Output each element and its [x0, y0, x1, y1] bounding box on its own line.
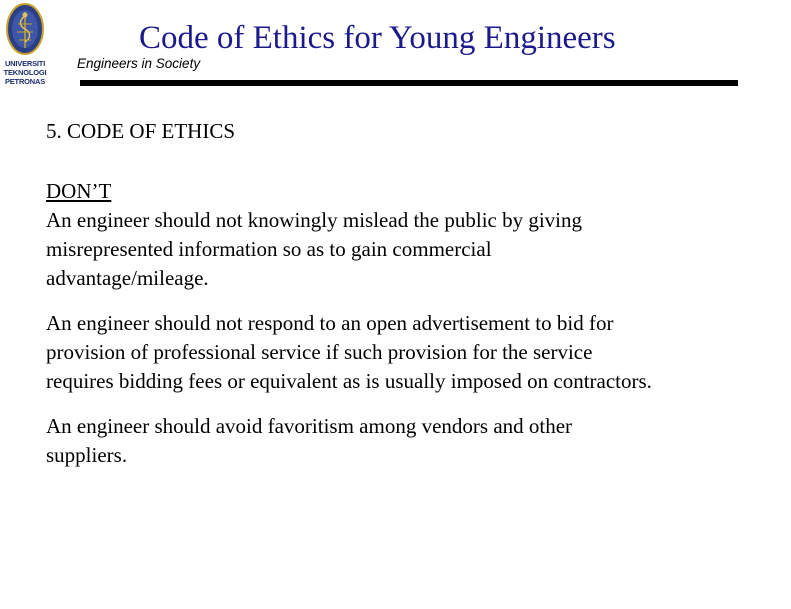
paragraph-gap	[46, 396, 786, 412]
utp-emblem-icon	[5, 2, 45, 56]
paragraph-2	[46, 309, 786, 396]
paragraph-line: An engineer should avoid favoritism among vendors and other	[46, 414, 573, 438]
dont-label: DON’T	[46, 179, 112, 203]
university-logo	[2, 2, 48, 90]
paragraph-line: An engineer should not knowingly mislead the public by giving	[46, 208, 583, 232]
header-divider	[80, 80, 738, 86]
logo-line: TEKNOLOGI	[3, 68, 47, 77]
paragraph-line: suppliers.	[46, 443, 128, 467]
paragraph-line: requires bidding fees or equivalent as is usually imposed on contractors.	[46, 369, 652, 393]
logo-line: PETRONAS	[4, 77, 46, 86]
paragraph-line: An engineer should not respond to an open advertisement to bid for	[46, 311, 614, 335]
paragraph-line: provision of professional service if such provision for the service	[46, 340, 593, 364]
paragraph-line: advantage/mileage.	[46, 266, 209, 290]
paragraph-1	[46, 206, 786, 293]
logo-line: UNIVERSITI	[4, 59, 46, 68]
content-body	[46, 177, 786, 470]
paragraph-gap	[46, 293, 786, 309]
page-subtitle: Engineers in Society	[77, 56, 201, 71]
page-title: Code of Ethics for Young Engineers	[139, 20, 616, 56]
paragraph-3	[46, 412, 786, 470]
logo-text	[2, 59, 48, 86]
paragraph-line: misrepresented information so as to gain commercial	[46, 237, 492, 261]
section-heading: 5. CODE OF ETHICS	[46, 119, 236, 143]
